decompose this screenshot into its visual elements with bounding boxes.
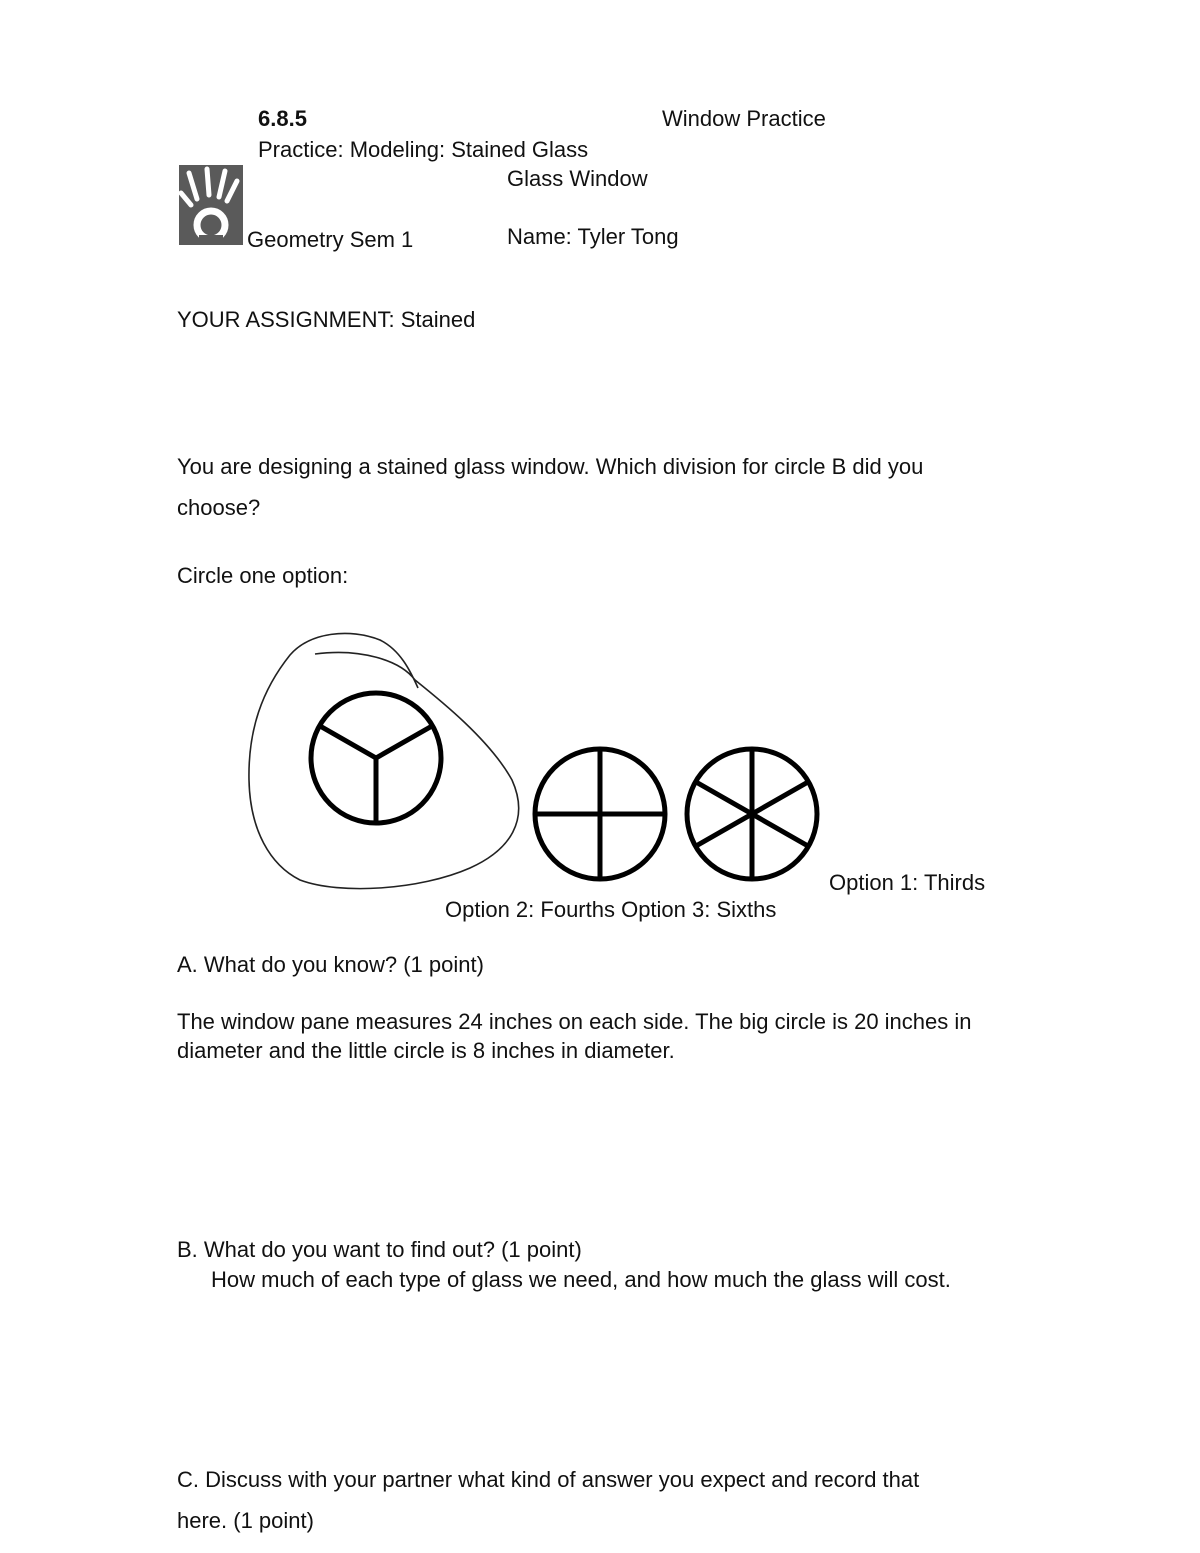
option-2-3-label: Option 2: Fourths Option 3: Sixths bbox=[445, 897, 777, 922]
section-b-question: B. What do you want to find out? (1 point) bbox=[177, 1237, 582, 1262]
section-c-question-line-2: here. (1 point) bbox=[177, 1508, 314, 1533]
option-1-label: Option 1: Thirds bbox=[829, 870, 986, 895]
section-b-answer: How much of each type of glass we need, and how much the glass will cost. bbox=[211, 1267, 951, 1292]
circle-fourths bbox=[535, 749, 665, 879]
student-name: Name: Tyler Tong bbox=[507, 224, 679, 249]
lesson-subtitle-continued: Glass Window bbox=[507, 166, 648, 191]
question-line-1: You are designing a stained glass window. Which division for circle B did you bbox=[177, 454, 924, 479]
circle-thirds bbox=[311, 693, 441, 823]
circle-sixths bbox=[687, 749, 817, 879]
question-line-2: choose? bbox=[177, 495, 261, 520]
light-burst-logo-icon bbox=[179, 165, 243, 245]
section-c-question-line-1: C. Discuss with your partner what kind of answer you expect and record that bbox=[177, 1467, 920, 1492]
assignment-label: YOUR ASSIGNMENT: Stained bbox=[177, 307, 476, 332]
selection-loop bbox=[249, 633, 519, 888]
lesson-subtitle: Practice: Modeling: Stained Glass bbox=[258, 137, 589, 162]
section-a-answer-line-1: The window pane measures 24 inches on each side. The big circle is 20 inches in bbox=[177, 1009, 972, 1034]
page-title: Window Practice bbox=[662, 106, 826, 131]
lesson-code: 6.8.5 bbox=[258, 106, 307, 131]
section-a-answer-line-2: diameter and the little circle is 8 inches in diameter. bbox=[177, 1038, 675, 1063]
section-a-question: A. What do you know? (1 point) bbox=[177, 952, 484, 977]
instruction: Circle one option: bbox=[177, 563, 349, 588]
course-name: Geometry Sem 1 bbox=[247, 227, 414, 252]
